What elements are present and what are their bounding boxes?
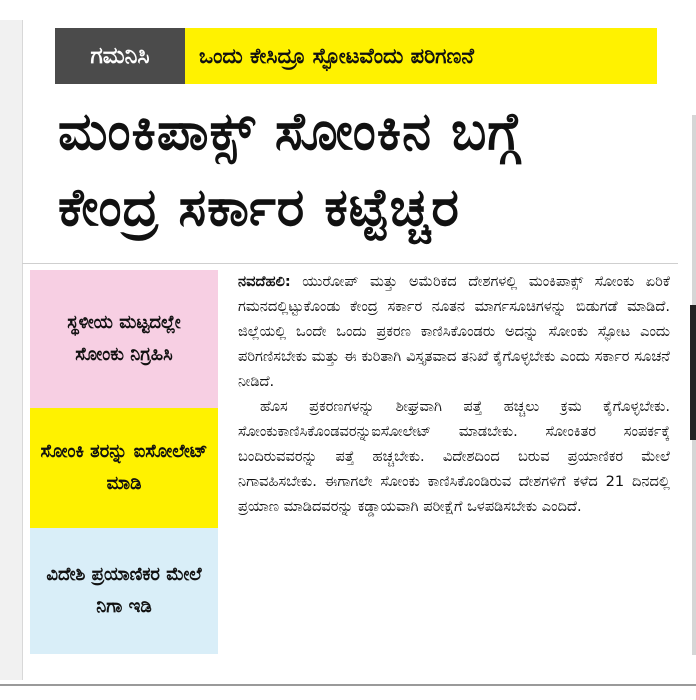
strap-line: ಒಂದು ಕೇಸಿದ್ರೂ ಸ್ಫೋಟವೆಂದು ಪರಿಗಣನೆ [185,28,657,84]
highlight-box-3 [30,528,218,654]
left-page-margin [0,20,23,680]
top-edge [0,0,696,14]
tag-label: ಗಮನಿಸಿ [55,28,185,84]
headline-bar [55,28,657,84]
headline-line-2: ಕೇಂದ್ರ ಸರ್ಕಾರ ಕಟ್ಟೆಚ್ಚರ [58,178,460,238]
sidebar-highlights [30,270,218,654]
paragraph-1 [238,269,670,394]
news-article [22,20,678,680]
paragraph-2: ಹೊಸ ಪ್ರಕರಣಗಳನ್ನು ಶೀಘ್ರವಾಗಿ ಪತ್ತೆ ಹಚ್ಚಲು ಕ್ರಮ ಕೈಗೊಳ್ಳಬೇಕು. ಸೋಂಕುಕಾಣಿಸಿಕೊಂಡವರನ್ನುಐಸೋಲೇಟ್ ಮಾಡಬೇಕು. ಸೋಂಕಿತರ ಸಂಪರ್ಕಕ್ಕೆ ಬಂದಿರುವವರನ್ನು ಪತ್ತೆ ಹಚ್ಚಬೇಕು. ವಿದೇಶದಿಂದ ಬರುವ ಪ್ರಯಾಣಿಕರ ಮೇಲೆ ನಿಗಾವಹಿಸಬೇಕು. ಈಗಾಗಲೇ ಸೋಂಕು ಕಾಣಿಸಿಕೊಂಡಿರುವ ದೇಶಗಳಿಗೆ ಕಳೆದ 21 ದಿನದಲ್ಲಿ ಪ್ರಯಾಣ ಮಾಡಿದವರನ್ನು ಕಡ್ಡಾಯವಾಗಿ ಪರೀಕ್ಷೆಗೆ ಒಳಪಡಿಸಬೇಕು ಎಂದಿದೆ. [238,398,670,515]
highlight-text-1: ಸ್ಥಳೀಯ ಮಟ್ಟದಲ್ಲೇ ಸೋಂಕು ನಿಗ್ರಹಿಸಿ [67,312,181,365]
right-edge-dark-strip [690,305,696,440]
paragraph-1-text: ಯುರೋಪ್ ಮತ್ತು ಅಮೆರಿಕದ ದೇಶಗಳಲ್ಲಿ ಮಂಕಿಪಾಕ್ಸ್ ಸೋಂಕು ಏರಿಕೆ ಗಮನದಲ್ಲಿಟ್ಟುಕೊಂಡು ಕೇಂದ್ರ ಸರ್ಕಾರ ನೂತನ ಮಾರ್ಗಸೂಚಿಗಳನ್ನು ಬಿಡುಗಡೆ ಮಾಡಿದೆ. ಜಿಲ್ಲೆಯಲ್ಲಿ ಒಂದೇ ಒಂದು ಪ್ರಕರಣ ಕಾಣಿಸಿಕೊಂಡರು ಅದನ್ನು ಸೋಂಕು ಸ್ಫೋಟ ಎಂದು ಪರಿಗಣಿಸಬೇಕು ಮತ್ತು ಈ ಕುರಿತಾಗಿ ವಿಸ್ತೃತವಾದ ತನಿಖೆ ಕೈಗೊಳ್ಳಬೇಕು ಎಂದು ಸರ್ಕಾರ ಸೂಚನೆ ನೀಡಿದೆ. [238,273,671,390]
highlight-text-3: ವಿದೇಶಿ ಪ್ರಯಾಣಿಕರ ಮೇಲೆ ನಿಗಾ ಇಡಿ [46,564,202,617]
highlight-text-2: ಸೋಂಕಿ ತರನ್ನು ಐಸೋಲೇಟ್ ಮಾಡಿ [40,441,208,494]
bottom-rule [0,684,696,686]
dateline: ನವದೆಹಲಿ: [238,273,291,290]
article-body [238,269,670,519]
headline [58,94,668,246]
headline-divider [22,263,678,264]
highlight-box-2 [30,408,218,528]
headline-line-1: ಮಂಕಿಪಾಕ್ಸ್‌ ಸೋಂಕಿನ ಬಗ್ಗೆ [58,102,522,162]
highlight-box-1 [30,270,218,408]
